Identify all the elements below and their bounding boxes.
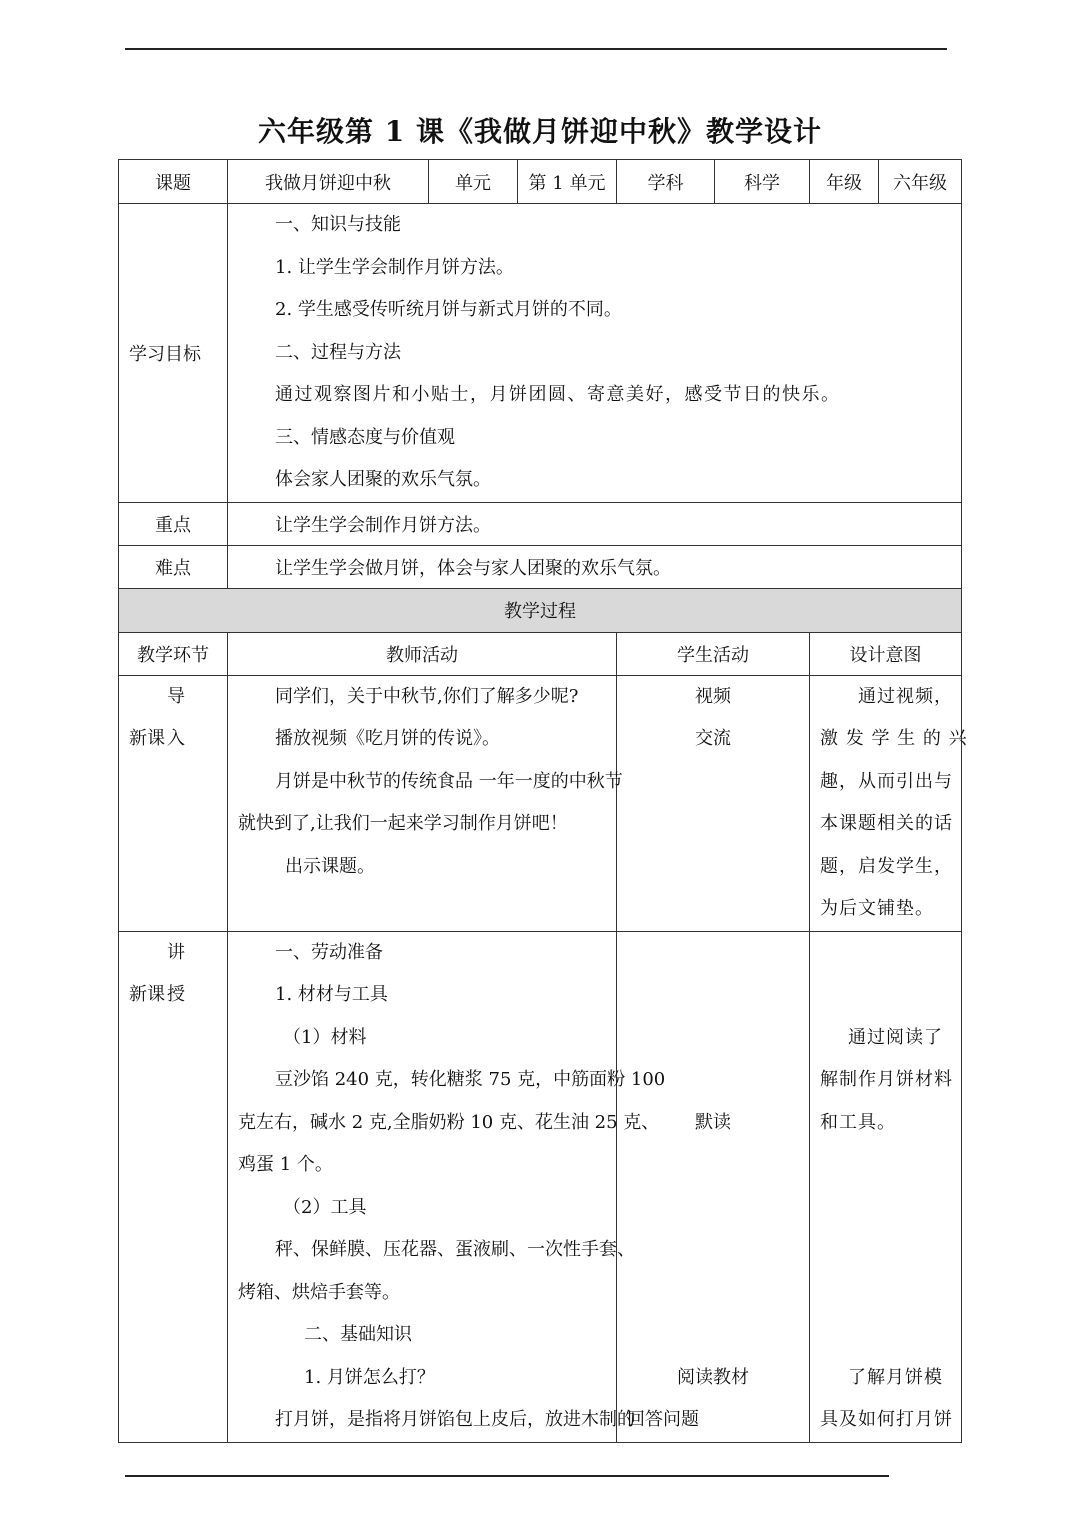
- objectives-content: [228, 204, 962, 503]
- teacher-line: 一、劳动准备: [275, 941, 383, 963]
- student-line: 回答问题: [627, 1409, 699, 1430]
- key-point-row: [119, 502, 962, 545]
- teacher-line: 二、基础知识: [304, 1324, 412, 1345]
- topic-value: 我做月饼迎中秋: [228, 160, 429, 204]
- student-line: 阅读教材: [677, 1366, 749, 1388]
- intro-row: [119, 675, 962, 931]
- process-section-title: 教学过程: [119, 588, 962, 632]
- top-rule: [125, 48, 947, 50]
- lesson-plan-table: [118, 159, 968, 1443]
- design-line: 激 发 学 生 的 兴: [820, 728, 968, 749]
- lecture-design-intent: [810, 931, 962, 1442]
- design-line: 为后文铺垫。: [820, 898, 934, 919]
- intro-teacher-activity: [228, 675, 623, 931]
- teacher-line: （1）材料: [283, 1026, 367, 1048]
- objective-line: 2. 学生感受传听统月饼与新式月饼的不同。: [275, 299, 622, 320]
- teacher-line: 播放视频《吃月饼的传说》。: [275, 728, 500, 749]
- intro-design-intent: [810, 675, 968, 931]
- teacher-line: 秤、保鲜膜、压花器、蛋液刷、一次性手套、: [275, 1239, 635, 1260]
- teacher-line: 打月饼，是指将月饼馅包上皮后，放进木制的: [275, 1409, 635, 1430]
- design-line: 通过视频，: [858, 685, 953, 707]
- objective-line: 二、过程与方法: [275, 341, 401, 363]
- column-header-student: 学生活动: [617, 632, 810, 675]
- key-point-value: 让学生学会制作月饼方法。: [228, 502, 962, 545]
- unit-label: 单元: [429, 160, 518, 204]
- column-header-teacher: 教师活动: [228, 632, 617, 675]
- teacher-line: 月饼是中秋节的传统食品 一年一度的中秋节: [275, 770, 623, 792]
- column-header-stage: 教学环节: [119, 632, 228, 675]
- teacher-line: 1. 材材与工具: [275, 984, 388, 1005]
- objective-line: 通过观察图片和小贴士，月饼团圆、寄意美好，感受节日的快乐。: [275, 384, 841, 405]
- grade-label: 年级: [810, 160, 879, 204]
- process-section-row: [119, 588, 962, 632]
- design-line: 通过阅读了: [848, 1026, 943, 1048]
- student-line: 交流: [695, 728, 731, 749]
- teacher-line: （2）工具: [283, 1196, 367, 1218]
- teacher-line: 豆沙馅 240 克，转化糖浆 75 克，中筋面粉 100: [275, 1069, 666, 1090]
- lecture-row: [119, 931, 962, 1442]
- grade-value: 六年级: [879, 160, 962, 204]
- design-line: 和工具。: [820, 1111, 896, 1133]
- teacher-line: 烤箱、烘焙手套等。: [238, 1281, 400, 1303]
- teacher-line: 同学们，关于中秋节,你们了解多少呢?: [275, 685, 579, 707]
- stage-line: 新课: [129, 984, 165, 1005]
- stage-line: 导 入: [167, 685, 215, 749]
- design-line: 题，启发学生，: [820, 855, 953, 877]
- bottom-rule: [125, 1475, 889, 1477]
- design-line: 本课题相关的话: [820, 813, 953, 834]
- subject-label: 学科: [617, 160, 715, 204]
- objective-line: 1. 让学生学会制作月饼方法。: [275, 256, 514, 278]
- intro-student-activity: [617, 675, 810, 931]
- objectives-row: [119, 204, 962, 503]
- objective-line: 一、知识与技能: [275, 214, 401, 235]
- teacher-line: 出示课题。: [285, 855, 375, 877]
- topic-label: 课题: [119, 160, 228, 204]
- difficulty-value: 让学生学会做月饼，体会与家人团聚的欢乐气氛。: [228, 545, 962, 588]
- document-title: 六年级第 1 课《我做月饼迎中秋》教学设计: [258, 115, 822, 148]
- difficulty-row: [119, 545, 962, 588]
- lecture-student-activity: [617, 931, 810, 1442]
- design-line: 趣，从而引出与: [820, 770, 953, 792]
- stage-line: 新课: [129, 728, 165, 749]
- student-line: 默读: [695, 1111, 731, 1133]
- design-line: 具及如何打月饼: [820, 1409, 953, 1430]
- objective-line: 体会家人团聚的欢乐气氛。: [275, 469, 491, 490]
- column-header-design: 设计意图: [810, 632, 962, 675]
- design-line: 解制作月饼材料: [820, 1069, 953, 1090]
- teacher-line: 就快到了,让我们一起来学习制作月饼吧！: [238, 813, 568, 834]
- difficulty-label: 难点: [119, 545, 228, 588]
- process-columns-row: [119, 632, 962, 675]
- objectives-label: 学习目标: [119, 204, 228, 503]
- key-point-label: 重点: [119, 502, 228, 545]
- intro-stage: [119, 675, 228, 931]
- lecture-stage: [119, 931, 228, 1442]
- objective-line: 三、情感态度与价值观: [275, 426, 455, 448]
- teacher-line: 1. 月饼怎么打？: [304, 1366, 435, 1388]
- header-row: [119, 160, 962, 204]
- teacher-line: 克左右，碱水 2 克,全脂奶粉 10 克、花生油 25 克、: [238, 1111, 660, 1133]
- stage-line: 讲 授: [167, 941, 215, 1005]
- design-line: 了解月饼模: [848, 1366, 943, 1388]
- teacher-line: 鸡蛋 1 个。: [238, 1154, 333, 1175]
- subject-value: 科学: [715, 160, 810, 204]
- unit-value: 第 1 单元: [518, 160, 617, 204]
- student-line: 视频: [695, 685, 731, 707]
